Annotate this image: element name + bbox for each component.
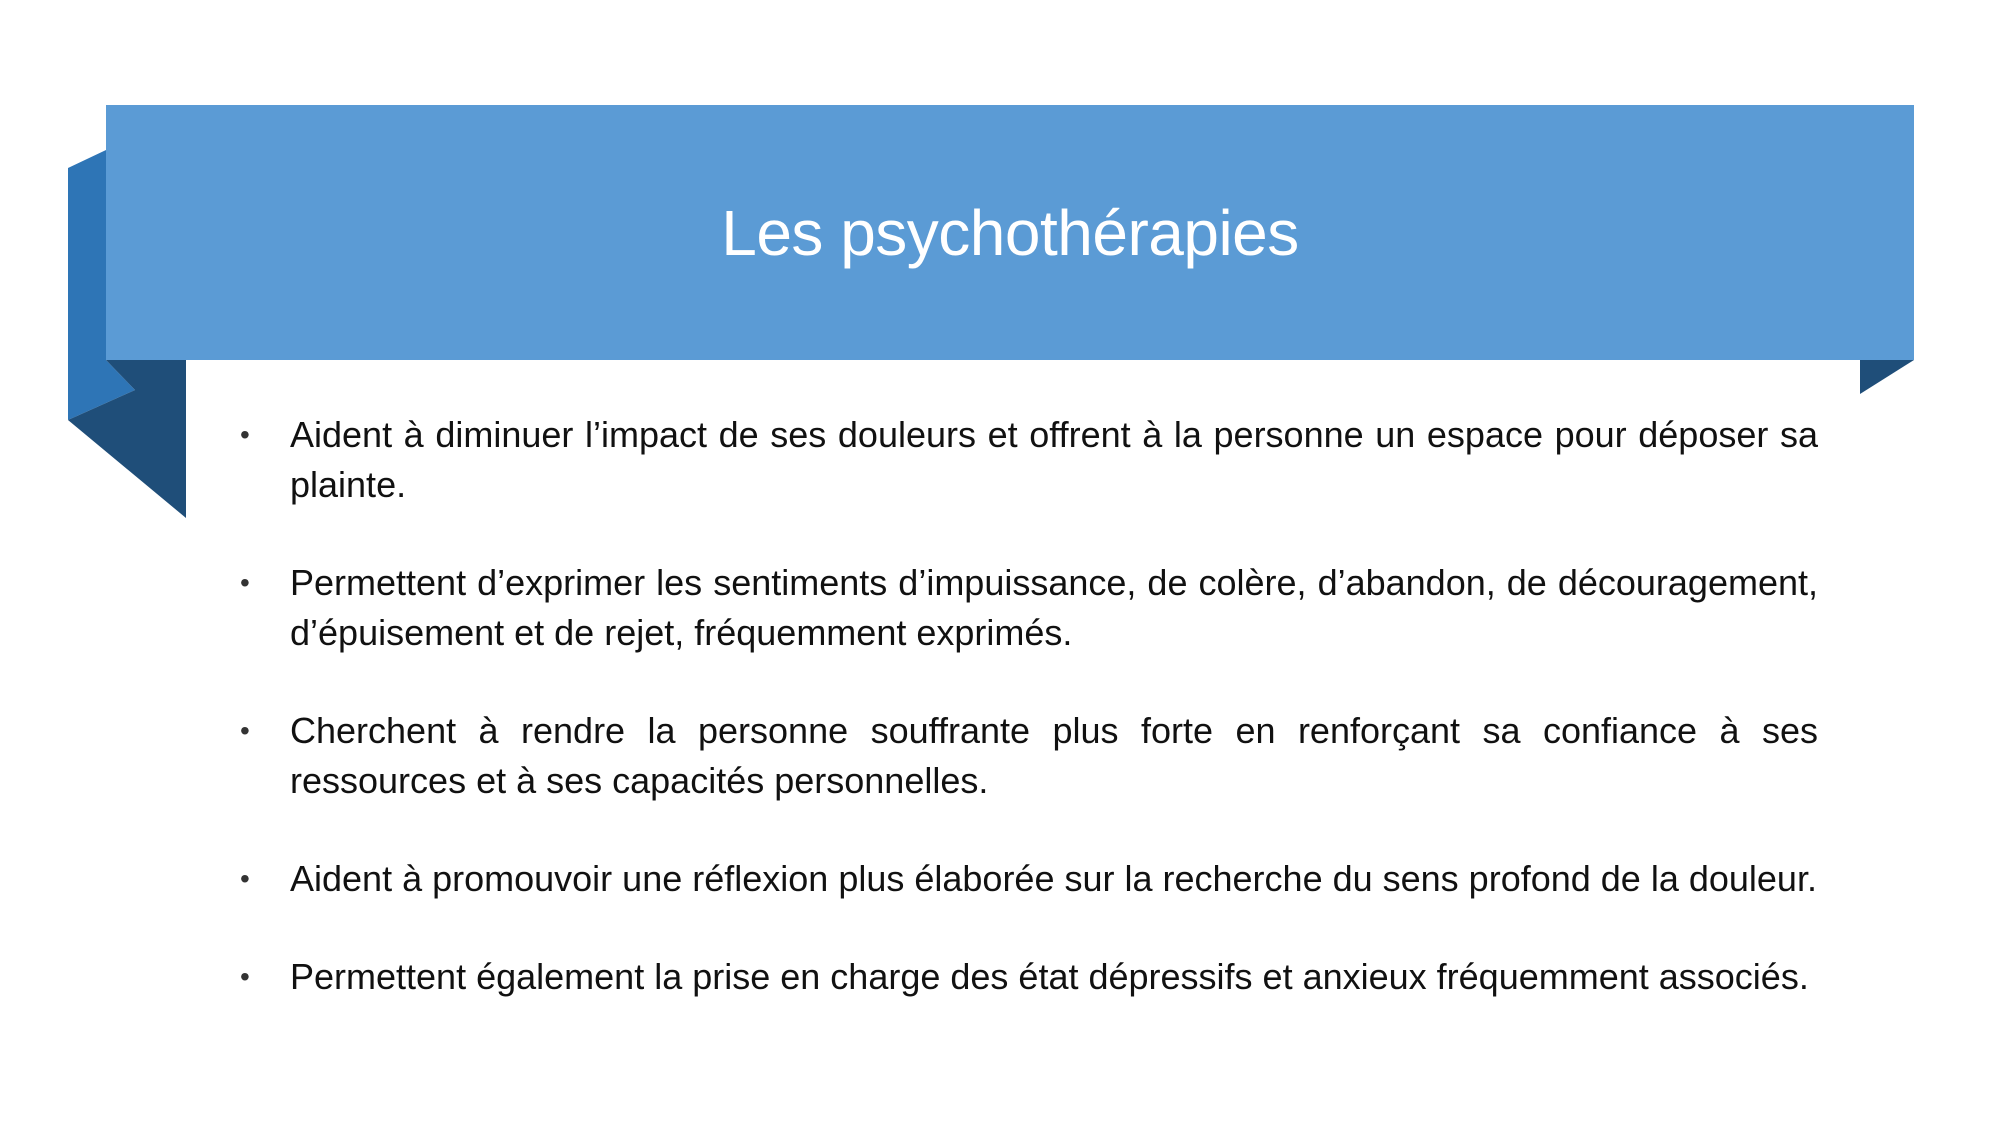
list-item xyxy=(236,410,1818,510)
page-title: Les psychothérapies xyxy=(721,196,1299,269)
bullet-dot-icon: • xyxy=(240,419,250,450)
bullet-list xyxy=(236,410,1818,1002)
list-item xyxy=(236,706,1818,806)
ribbon-right-fold xyxy=(1860,360,1914,394)
bullet-text: Permettent également la prise en charge des état dépressifs et anxieux fréquemment associés. xyxy=(290,956,1809,997)
list-item xyxy=(236,854,1818,904)
bullet-text: Aident à promouvoir une réflexion plus élaborée sur la recherche du sens profond de la douleur. xyxy=(290,858,1817,899)
bullet-dot-icon: • xyxy=(240,567,250,598)
bullet-text: Permettent d’exprimer les sentiments d’impuissance, de colère, d’abandon, de découragement, d’épuisement et de rejet, fréquemment exprimés. xyxy=(290,562,1818,653)
bullet-text: Aident à diminuer l’impact de ses douleurs et offrent à la personne un espace pour déposer sa plainte. xyxy=(290,414,1818,505)
bullet-text: Cherchent à rendre la personne souffrante plus forte en renforçant sa confiance à ses ressources et à ses capacités personnelles. xyxy=(290,710,1818,801)
bullet-dot-icon: • xyxy=(240,715,250,746)
title-band xyxy=(106,105,1914,360)
bullet-dot-icon: • xyxy=(240,863,250,894)
list-item xyxy=(236,952,1818,1002)
list-item xyxy=(236,558,1818,658)
bullet-dot-icon: • xyxy=(240,961,250,992)
content-area xyxy=(236,410,1818,1050)
